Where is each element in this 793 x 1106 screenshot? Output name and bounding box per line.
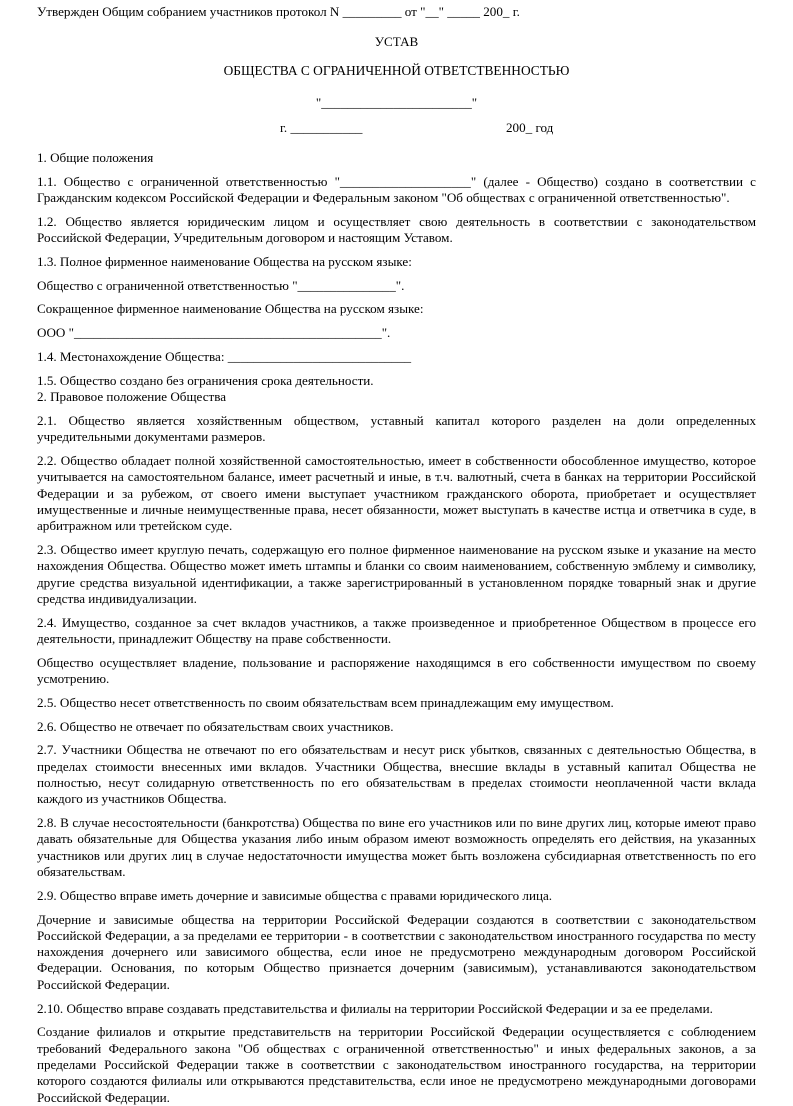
paragraph-2-4-b: Общество осуществляет владение, пользование и распоряжение находящимся в его собственности имуществом по своему усмотрению.	[37, 654, 756, 687]
paragraph-1-3: 1.3. Полное фирменное наименование Общества на русском языке:	[37, 253, 412, 269]
paragraph-1-5: 1.5. Общество создано без ограничения срока деятельности.	[37, 372, 374, 388]
paragraph-1-2: 1.2. Общество является юридическим лицом и осуществляет свою деятельность в соответствии с законодательством Российской Федерации, Учредительным договором и настоящим Уставом.	[37, 213, 756, 245]
city-blank: г. ___________	[280, 119, 363, 135]
paragraph-2-1: 2.1. Общество является хозяйственным обществом, уставный капитал которого разделен на доли определенных учредительными документами размеров.	[37, 412, 756, 445]
paragraph-2-2: 2.2. Общество обладает полной хозяйственной самостоятельностью, имеет в собственности обособленное имущество, которое учитывается на самостоятельном балансе, имеет расчетный и иные, в т.ч. валютный, счета в банках на территории Российской Федерации и за рубежом, от своего имени выступает участником гражданского оборота, приобретает и осуществляет имущественные и личные неимущественные права, несет обязанности, может выступать в качестве истца и ответчика в суде, в арбитражном или третейском суде.	[37, 452, 756, 534]
paragraph-2-10-b: Создание филиалов и открытие представительств на территории Российской Федерации осуществляется с соблюдением требований Федерального закона "Об обществах с ограниченной ответственностью" и иных федеральных законов, а за пределами Российской Федерации также в соответствии с законодательством иностранного государства, на территории которого создаются филиалы или открываются представительства, если иное не предусмотрено международными договорами Российской Федерации.	[37, 1024, 756, 1105]
paragraph-2-5: 2.5. Общество несет ответственность по своим обязательствам всем принадлежащим ему имуществом.	[37, 694, 614, 710]
spacer-after-subtitle	[37, 80, 756, 95]
paragraph-2-10: 2.10. Общество вправе создавать представительства и филиалы на территории Российской Федерации и за ее пределами.	[37, 1000, 713, 1016]
paragraph-1-4: 1.4. Местонахождение Общества: ____________________________	[37, 348, 412, 364]
spacer-after-name-blank	[37, 111, 756, 120]
approval-line: Утвержден Общим собранием участников протокол N _________ от "__" _____ 200_ г.	[37, 4, 520, 19]
paragraph-2-9: 2.9. Общество вправе иметь дочерние и зависимые общества с правами юридического лица.	[37, 887, 553, 903]
year-blank: 200_ год	[506, 119, 554, 135]
section-2	[37, 389, 756, 1106]
spacer-after-approval	[37, 25, 756, 34]
document-subtitle: ОБЩЕСТВА С ОГРАНИЧЕННОЙ ОТВЕТСТВЕННОСТЬЮ	[223, 63, 570, 79]
document-title: УСТАВ	[374, 34, 419, 50]
paragraph-2-7: 2.7. Участники Общества не отвечают по его обязательствам и несут риск убытков, связанных с деятельностью Общества, в пределах стоимости внесенных ими вкладов. Участники Общества, внесшие вклады в уставный капитал Общества не полностью, несут солидарную ответственность по его обязательствам в пределах стоимости неоплаченной части вклада каждого из участников Общества.	[37, 742, 756, 807]
spacer-before-body	[37, 137, 756, 150]
paragraph-1-3-full-name: Общество с ограниченной ответственностью "_______________".	[37, 277, 405, 293]
paragraph-1-3-short-name: ООО "_______________________________________________".	[37, 325, 391, 341]
paragraph-2-9-b: Дочерние и зависимые общества на территории Российской Федерации создаются в соответствии с законодательством Российской Федерации, а за пределами ее территории - в соответствии с законодательством иностранного государства по месту нахождения дочернего или зависимого общества, если иное не предусмотрено международным договором Российской Федерации. Основания, по которым Общество признается дочерним (зависимым), устанавливаются законодательством Российской Федерации.	[37, 911, 756, 992]
spacer-after-title	[37, 50, 756, 63]
city-year-row	[37, 120, 756, 137]
paragraph-1-1: 1.1. Общество с ограниченной ответственностью "____________________" (далее - Общество) создано в соответствии с Гражданским кодексом Российской Федерации и Федеральным законом "Об обществах с ограниченной ответственностью".	[37, 173, 756, 205]
paragraph-2-4: 2.4. Имущество, созданное за счет вкладов участников, а также произведенное и приобретенное Обществом в процессе его деятельности, принадлежит Обществу на праве собственности.	[37, 614, 756, 646]
section-1-heading: 1. Общие положения	[37, 149, 154, 165]
paragraph-2-8: 2.8. В случае несостоятельности (банкротства) Общества по вине его участников или по вине других лиц, которые имеют право давать обязательные для Общества указания либо иным образом имеют возможность определять его действия, на указанных участников или других лиц в случае недостаточности имущества может быть возложена субсидиарная ответственность по его обязательствам.	[37, 815, 756, 879]
section-1	[37, 150, 756, 389]
paragraph-2-6: 2.6. Общество не отвечает по обязательствам своих участников.	[37, 718, 394, 734]
paragraph-1-3-short-label: Сокращенное фирменное наименование Общества на русском языке:	[37, 301, 424, 317]
paragraph-2-3: 2.3. Общество имеет круглую печать, содержащую его полное фирменное наименование на русском языке и указание на место нахождения Общества. Общество может иметь штампы и бланки со своим наименованием, собственную эмблему и символику, другие средства визуальной идентификации, а также зарегистрированный в установленном порядке товарный знак и другие средства индивидуализации.	[37, 541, 756, 606]
company-name-blank: "_______________________"	[315, 94, 478, 110]
section-2-heading: 2. Правовое положение Общества	[37, 389, 227, 405]
